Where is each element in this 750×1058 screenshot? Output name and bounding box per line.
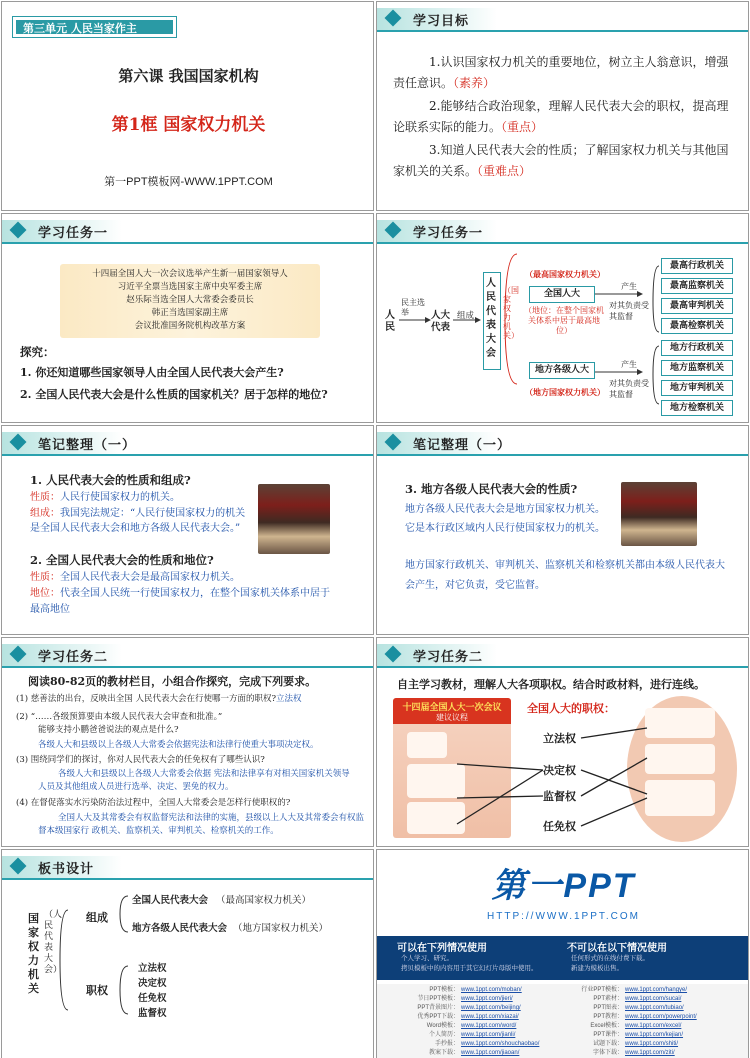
slide-task1-news [1,213,374,423]
site-text: 第一PPT模板网-WWW.1PPT.COM [104,176,273,188]
npc-note: （地位：在整个国家机关体系中居于最高地位） [524,306,604,335]
organ-label: 地方监察机关 [669,363,724,373]
link-label: PPT教程： [593,1014,623,1020]
slide-task2-matching [376,637,749,847]
goal-2-tag: （重点） [501,120,544,134]
goal-3-text: 3.知道人民代表大会的性质；了解国家权力机关与其他国家机关的关系。 [393,143,729,178]
link-label: 手抄报： [434,1041,459,1047]
responsible-label: 对其负责受其监督 [609,379,649,399]
people-label: 人民 [385,310,395,333]
slide-goals [376,1,749,211]
goal-2-text: 2.能够结合政治现象，理解人民代表大会的职权，提高理论联系实际的能力。 [393,99,729,134]
position-text: 代表全国人民统一行使国家权力，在整个国家机关体系中居于最高地位 [30,588,330,615]
local-label: 地方各级人大 [534,365,589,375]
task-intro: 阅读80-82页的教材栏目，小组合作探究，完成下列要求。 [28,675,317,688]
can-item: 拷贝模板中的内容用于其它幻灯片母版中使用。 [401,964,538,972]
unit-tag-label: 第三单元 人民当家作主 [23,22,137,35]
header-label: 学习任务一 [38,226,109,241]
slide-header [2,432,374,454]
link-url[interactable]: www.1ppt.com/ziti/ [625,1050,675,1056]
link-label: 个人简历： [428,1032,459,1038]
top-organ-note: （最高国家权力机关） [525,269,605,279]
news-line: 习近平全票当选国家主席中央军委主席 [117,282,263,292]
news-line: 韩正当选国家副主席 [151,308,229,318]
note-heading-3: 3. 地方各级人民代表大会的性质? [405,482,578,496]
slide-header [2,220,374,242]
link-url[interactable]: www.1ppt.com/excel/ [625,1023,682,1029]
board-power: 立法权 [138,963,167,974]
unit-tag [12,16,177,38]
responsible-label: 对其负责受其监督 [609,301,649,321]
composition-item-1-note: （最高国家权力机关） [216,895,312,906]
power-label: 立法权 [543,732,576,745]
link-url[interactable]: www.1ppt.com/shiti/ [625,1041,679,1047]
power-label: 监督权 [543,790,576,803]
link-url[interactable]: www.1ppt.com/beijing/ [461,1005,521,1011]
header-label: 学习任务二 [413,650,484,665]
board-power: 任免权 [138,993,167,1004]
link-label: PPT课件： [593,1032,623,1038]
congress-photo [258,484,330,554]
link-url[interactable]: www.1ppt.com/jiaoan/ [461,1050,520,1056]
position-line [30,586,330,618]
news-line: 赵乐际当选全国人大常委会委员长 [126,295,254,305]
composition-item-2-note: （地方国家权力机关） [233,923,329,934]
news-line: 十四届全国人大一次会议选举产生新一届国家领导人 [92,269,288,279]
item-1-text: (1) 慈善法的出台，反映出全国 人民代表大会在行使哪一方面的职权? [16,694,277,704]
goal-1-tag: （素养） [453,76,496,90]
header-label: 学习目标 [413,14,470,29]
composition-item-1 [132,892,311,909]
link-url[interactable]: www.1ppt.com/jieri/ [461,996,513,1002]
composition-text: 我国宪法规定：“人民行使国家权力的机关是全国人民代表大会和地方各级人民代表大会。” [30,508,246,534]
link-label: 教案下载： [428,1050,459,1056]
link-label: PPT背景图片： [417,1005,459,1011]
item-2b: 能够支持小鹏爸爸说法的观点是什么? [38,725,179,735]
vertical-paren: （人民代表大会） [44,910,63,975]
cannot-title: 不可以在以下情况使用 [567,943,667,954]
slide-credits [376,849,749,1058]
brand-logo: 第一PPT [491,867,636,905]
power-label: 任免权 [543,820,576,833]
goal-2 [393,96,738,138]
item-2-answer: 各级人大和县级以上各级人大常委会依据宪法和法律行使重大事项决定权。 [38,740,319,750]
board-power: 决定权 [138,978,167,989]
congress-photo [621,482,697,546]
slide-header [377,432,749,454]
header-label: 笔记整理（一） [413,438,512,453]
goal-3-tag: （重难点） [477,164,532,178]
nature2-text: 全国人民代表大会是最高国家权力机关。 [60,572,240,583]
power-label: 决定权 [543,764,576,777]
cannot-item: 新建为模板出售。 [571,964,623,972]
compose-label: 组成 [457,311,475,321]
goal-3 [393,140,738,182]
link-url[interactable]: www.1ppt.com/kejian/ [625,1032,684,1038]
link-label: PPT模板： [429,987,459,993]
congress-label: 人民代表大会 [486,278,496,359]
brand-url: HTTP://WWW.1PPT.COM [487,911,640,922]
link-label: Word模板： [426,1023,459,1029]
item-1 [16,693,374,706]
slide-task1-diagram [376,213,749,423]
npc-powers-label: 全国人大的职权： [527,702,615,715]
vertical-title: 国家权力机关 [28,912,39,995]
congress-box [483,272,501,370]
can-item: 个人学习、研究。 [401,954,453,962]
slide-header [2,644,374,666]
header-label: 学习任务一 [413,226,484,241]
question-1: 1. 你还知道哪些国家领导人由全国人民代表大会产生? [20,366,284,379]
item-3-answer: 各级人大和县级以上各级人大常委会依据 宪法和法律享有对相关国家机关领导人员及其他组成人员进行选举、决定、罢免的权力。 [38,769,350,792]
elect-label: 民主选举 [401,298,425,317]
organ-label: 最高监察机关 [669,281,724,291]
usage-panel [377,936,749,980]
nature2-line [30,570,350,585]
top-organ-box [661,278,733,294]
slide-header [377,8,749,30]
link-label: PPT图表： [593,1005,623,1011]
composition-line [30,506,255,536]
slide-task2-questions [1,637,374,847]
note-heading-1: 1. 人民代表大会的性质和组成? [30,473,191,487]
top-organ-box [661,318,733,334]
local-note: （地方国家权力机关） [525,387,605,397]
link-label: Excel模板： [590,1023,623,1029]
link-url[interactable]: www.1ppt.com/word/ [461,1023,517,1029]
item-2: (2) “……各级预算要由本级人民代表大会审查和批准。” [16,712,223,722]
top-organ-box [661,298,733,314]
link-label: 行业PPT模板： [581,987,623,993]
link-url[interactable]: www.1ppt.com/jianli/ [461,1032,516,1038]
nature-line [30,490,255,505]
link-url[interactable]: www.1ppt.com/moban/ [461,987,522,993]
npc-label: 全国人大 [543,289,580,299]
composition-label: 组成： [30,508,60,519]
link-label: PPT素材： [593,996,623,1002]
produce-label: 产生 [621,282,637,291]
note-heading-2: 2. 全国人民代表大会的性质和地位? [30,553,214,567]
agenda-banner-title: 十四届全国人大一次会议 [402,703,502,713]
goal-1-text: 1.认识国家权力机关的重要地位，树立主人翁意识，增强责任意识。 [393,55,729,90]
link-list [377,984,749,1058]
organ-label: 最高行政机关 [669,261,724,271]
link-url[interactable]: www.1ppt.com/shouchaobao/ [461,1041,540,1047]
header-label: 笔记整理（一） [38,438,137,453]
produce-label: 产生 [621,360,637,369]
header-label: 学习任务二 [38,650,109,665]
item-4: (4) 在督促落实水污染防治法过程中，全国人大常委会是怎样行使职权的? [16,798,291,808]
link-url[interactable]: www.1ppt.com/sucai/ [625,996,682,1002]
explore-label: 探究： [20,345,55,359]
link-url[interactable]: www.1ppt.com/tubiao/ [625,1005,684,1011]
organ-label: 地方检察机关 [669,403,724,413]
local-organ-box [661,340,733,356]
local-organ-box [661,400,733,416]
nature2-label: 性质： [30,572,60,583]
link-url[interactable]: www.1ppt.com/hangye/ [625,987,688,993]
slide-title [1,1,374,211]
task-intro: 自主学习教材，理解人大各项职权。结合时政材料，进行连线。 [397,678,705,691]
local-box [529,362,595,379]
can-title: 可以在下列情况使用 [397,943,487,954]
news-box [60,264,320,338]
npc-box [529,286,595,303]
local-organ-box [661,380,733,396]
composition-item-1-name: 全国人民代表大会 [132,895,209,906]
link-label: 字体下载： [592,1050,623,1056]
local-organ-box [661,360,733,376]
agenda-banner-sub: 建议议程 [436,713,468,722]
composition-label: 组成 [86,911,108,924]
nature-label: 性质： [30,492,60,503]
question-2: 2. 全国人民代表大会是什么性质的国家机关？居于怎样的地位? [20,388,328,401]
link-label: 节日PPT模板： [417,996,459,1002]
board-braces [2,850,374,1058]
matching-lines [377,638,749,847]
item-4-answer: 全国人大及其常委会有权监督宪法和法律的实施，县级以上人大及其常委会有权监督本级国家行 政机关、监察机关、审判机关、检察机关的工作。 [38,813,365,836]
slide-notes-2 [376,425,749,635]
congress-note: （国家权力机关） [503,286,519,340]
composition-item-2 [132,920,328,937]
organ-label: 最高检察机关 [669,321,724,331]
local-para-1: 地方各级人民代表大会是地方国家权力机关。 [405,504,605,515]
item-1-answer: 立法权 [276,694,302,704]
item-3: (3) 围绕同学们的探讨，你对人民代表大会的任免权有了哪些认识? [16,755,265,765]
deputies-label: 人大代表 [431,310,451,333]
local-para-2: 它是本行政区域内人民行使国家权力的机关。 [405,523,605,534]
slide-notes-1 [1,425,374,635]
link-label: 试题下载： [592,1041,623,1047]
frame-title: 第1框 国家权力机关 [111,115,266,135]
top-organ-box [661,258,733,274]
goal-1 [393,52,738,94]
composition-item-2-name: 地方各级人民代表大会 [132,923,228,934]
nature-text: 人民行使国家权力的机关。 [60,492,180,503]
position-label: 地位： [30,588,60,599]
header-label: 板书设计 [38,862,95,877]
news-line: 会议批准国务院机构改革方案 [134,321,246,331]
organ-label: 最高审判机关 [669,301,724,311]
cannot-item: 任何形式的在线付费下载。 [571,954,649,962]
powers-label: 职权 [86,984,108,997]
link-url[interactable]: www.1ppt.com/xiazai/ [461,1014,519,1020]
slide-board-design [1,849,374,1058]
organ-label: 地方审判机关 [669,383,724,393]
board-power: 监督权 [138,1008,167,1019]
link-label: 优秀PPT下载： [417,1014,459,1020]
link-url[interactable]: www.1ppt.com/powerpoint/ [625,1014,697,1020]
organ-label: 地方行政机关 [669,343,724,353]
local-para-3: 地方国家行政机关、审判机关、监察机关和检察机关都由本级人民代表大会产生，对它负责，受它监督。 [405,560,725,591]
lesson-title: 第六课 我国国家机构 [118,67,259,85]
